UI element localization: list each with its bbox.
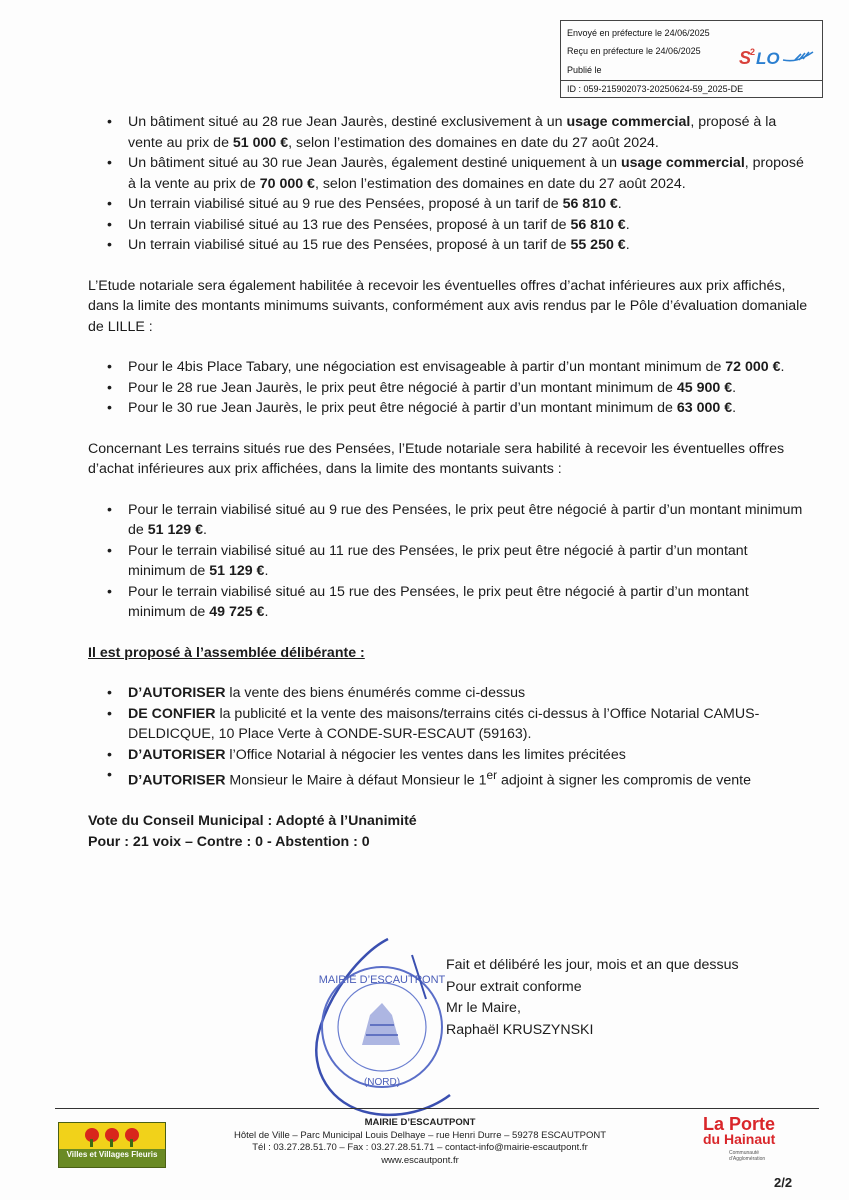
list-item: • D’AUTORISER la vente des biens énumérés comme ci-dessus (128, 683, 808, 704)
official-seal-icon (300, 935, 470, 1120)
svg-text:S: S (739, 48, 752, 68)
list-item: • D’AUTORISER Monsieur le Maire à défaut Monsieur le 1er adjoint à signer les compromis de vente (128, 765, 808, 791)
list-item: • Pour le terrain viabilisé situé au 9 rue des Pensées, le prix peut être négocié à partir d’un montant minimum de 51 129 €. (128, 500, 808, 541)
building-minimums-list (88, 357, 808, 419)
signature-line: Fait et délibéré les jour, mois et an que dessus (446, 957, 739, 973)
page-number: 2/2 (774, 1175, 793, 1190)
list-item: • DE CONFIER la publicité et la vente des maisons/terrains cités ci-dessus à l’Office Notarial CAMUS-DELDICQUE, 10 Place Verte à CONDE-SUR-ESCAUT (59163). (128, 704, 808, 745)
signature-name: Raphaël KRUSZYNSKI (446, 1021, 594, 1038)
footer-address-line: Hôtel de Ville – Parc Municipal Louis Delhaye – rue Henri Durre – 59278 ESCAUTPONT (233, 1129, 607, 1141)
list-item: • Un terrain viabilisé situé au 15 rue des Pensées, proposé à un tarif de 55 250 €. (128, 235, 808, 256)
paragraph-terrains: Concernant Les terrains situés rue des Pensées, l’Etude notariale sera habilité à recevoir les éventuelles offres d’achat inférieures aux prix affichées, dans la limite des montants suivants : (88, 440, 785, 477)
list-item: • D’AUTORISER l’Office Notarial à négocier les ventes dans les limites précitées (128, 745, 808, 766)
seal-top-text: MAIRIE D’ESCAUTPONT (318, 974, 446, 986)
stamp-received: Reçu en préfecture le 24/06/2025 (567, 46, 701, 56)
villages-logo-title: Villes et Villages Fleuris (66, 1150, 158, 1159)
list-item: • Pour le 28 rue Jean Jaurès, le prix peut être négocié à partir d’un montant minimum de 45 900 €. (128, 378, 808, 399)
prefecture-stamp (560, 20, 823, 98)
seal-bottom-text: (NORD) (363, 1077, 401, 1088)
list-item: • Pour le 4bis Place Tabary, une négociation est envisageable à partir d’un montant minimum de 72 000 €. (128, 357, 808, 378)
list-item: • Pour le 30 rue Jean Jaurès, le prix peut être négocié à partir d’un montant minimum de 63 000 €. (128, 398, 808, 419)
proposal-heading: Il est proposé à l’assemblée délibérante : (88, 644, 365, 661)
stamp-published: Publié le (567, 65, 602, 75)
list-item: • Un terrain viabilisé situé au 13 rue des Pensées, proposé à un tarif de 56 810 €. (128, 215, 808, 236)
land-minimums-list (88, 500, 808, 623)
porte-logo-line2: du Hainaut (703, 1131, 776, 1147)
vote-result: Vote du Conseil Municipal : Adopté à l’Unanimité (88, 813, 417, 830)
villes-villages-fleuris-logo (58, 1122, 166, 1168)
stamp-id: ID : 059-215902073-20250624-59_2025-DE (567, 84, 744, 94)
document-body (88, 112, 808, 852)
stamp-sent: Envoyé en préfecture le 24/06/2025 (567, 28, 710, 38)
porte-du-hainaut-logo (703, 1114, 803, 1166)
signature-line: Pour extrait conforme (446, 978, 582, 995)
sale-list (88, 112, 808, 256)
svg-text:LO: LO (756, 49, 780, 68)
footer-name: MAIRIE D’ESCAUTPONT (364, 1117, 476, 1128)
list-item: • Pour le terrain viabilisé situé au 11 rue des Pensées, le prix peut être négocié à partir d’un montant minimum de 51 129 €. (128, 541, 808, 582)
proposal-list (88, 683, 808, 791)
vote-count: Pour : 21 voix – Contre : 0 - Abstention : 0 (88, 833, 370, 850)
list-item: • Un bâtiment situé au 30 rue Jean Jaurès, également destiné uniquement à un usage commercial, proposé à la vente au prix de 70 000 €, selon l’estimation des domaines en date du 27 août 2024. (128, 153, 808, 194)
list-item: • Pour le terrain viabilisé situé au 15 rue des Pensées, le prix peut être négocié à partir d’un montant minimum de 49 725 €. (128, 582, 808, 623)
footer-divider (55, 1108, 819, 1109)
list-item: • Un bâtiment situé au 28 rue Jean Jaurès, destiné exclusivement à un usage commercial, proposé à la vente au prix de 51 000 €, selon l’estimation des domaines en date du 27 août 2024. (128, 112, 808, 153)
signature-block (446, 955, 739, 1041)
porte-logo-line1: La Porte (703, 1114, 776, 1134)
paragraph-notary: L’Etude notariale sera également habilitée à recevoir les éventuelles offres d’achat inférieures aux prix affichés, dans la limite des montants minimums suivants, conformément aux avis rendus par le Pôle d’évaluation domaniale de LILLE : (88, 277, 808, 335)
footer-address (210, 1117, 630, 1167)
list-item: • Un terrain viabilisé situé au 9 rue des Pensées, proposé à un tarif de 56 810 €. (128, 194, 808, 215)
signature-line: Mr le Maire, (446, 1000, 521, 1016)
footer-web: www.escautpont.fr (381, 1154, 459, 1166)
s2lo-logo-icon (739, 44, 815, 74)
footer-contact: Tél : 03.27.28.51.70 – Fax : 03.27.28.51.71 – contact-info@mairie-escautpont.fr (252, 1142, 588, 1153)
svg-text:2: 2 (750, 47, 756, 57)
porte-logo-line3: Communauté d’Agglomération (729, 1150, 766, 1162)
stamp-divider (561, 80, 822, 81)
